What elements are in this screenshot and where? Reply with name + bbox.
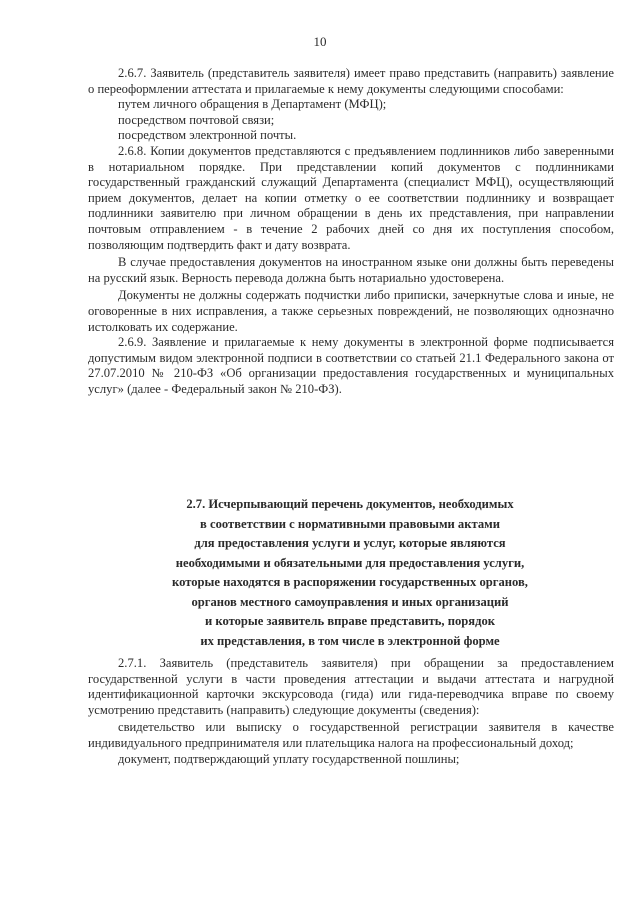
paragraph-foreign-language: В случае предоставления документов на иностранном языке они должны быть переведены на русский язык. Верность перевода должна быть нотариально удостоверена. bbox=[88, 255, 614, 285]
section-2-7-text bbox=[88, 656, 614, 767]
method-item: посредством электронной почты. bbox=[118, 128, 297, 143]
heading-line: и которые заявитель вправе представить, порядок bbox=[204, 614, 496, 628]
section-2-7-heading bbox=[100, 495, 600, 651]
paragraph-document-requirements: Документы не должны содержать подчистки либо приписки, зачеркнутые слова и иные, не оговоренные в них исправления, а также серьезных повреждений, не позволяющих однозначно истолковать их содержание. bbox=[88, 288, 614, 334]
document-item: свидетельство или выписку о государственной регистрации заявителя в качестве индивидуального предпринимателя или плательщика налога на профессиональный доход; bbox=[88, 720, 614, 750]
heading-line: их представления, в том числе в электронной форме bbox=[200, 633, 500, 648]
heading-line: органов местного самоуправления и иных организаций bbox=[191, 594, 509, 609]
paragraph-2-6-7: 2.6.7. Заявитель (представитель заявителя) имеет право представить (направить) заявление о переоформлении аттестата и прилагаемые к нему документы следующими способами: bbox=[88, 66, 614, 96]
method-item: посредством почтовой связи; bbox=[118, 112, 275, 127]
section-2-6-text bbox=[88, 66, 614, 397]
paragraph-2-6-9: 2.6.9. Заявление и прилагаемые к нему документы в электронной форме подписывается допустимым видом электронной подписи в соответствии со статьей 21.1 Федерального закона от 27.07.2010 № 210-ФЗ «Об организации предоставления государственных и муниципальных услуг» (далее - Федеральный закон № 210-ФЗ). bbox=[88, 335, 614, 396]
heading-line: 2.7. Исчерпывающий перечень документов, необходимых bbox=[186, 497, 514, 511]
paragraph-2-7-1: 2.7.1. Заявитель (представитель заявителя) при обращении за предоставлением государственной услуги в части проведения аттестации и выдачи аттестата и нагрудной идентификационной карточки экскурсовода (гида) или гида-переводчика вправе по своему усмотрению представить (направить) следующие документы (сведения): bbox=[88, 656, 614, 717]
heading-line: необходимыми и обязательными для предоставления услуги, bbox=[175, 555, 525, 570]
method-item: путем личного обращения в Департамент (МФЦ); bbox=[118, 97, 387, 112]
heading-line: в соответствии с нормативными правовыми актами bbox=[200, 516, 500, 531]
heading-line: для предоставления услуги и услуг, которые являются bbox=[194, 536, 506, 550]
page-number: 10 bbox=[313, 34, 327, 49]
paragraph-2-6-8: 2.6.8. Копии документов представляются с предъявлением подлинников либо заверенными в нотариальном порядке. При представлении копий документов с подлинниками государственный гражданский служащий Департамента (специалист МФЦ), осуществляющий прием документов, делает на копии отметку о ее соответствии подлиннику и возвращает подлинники заявителю при личном обращении в день их представления, при направлении почтовым отправлением - в течение 2 рабочих дней со дня их поступления способом, позволяющим подтвердить факт и дату возврата. bbox=[88, 143, 614, 252]
heading-line: которые находятся в распоряжении государственных органов, bbox=[172, 575, 528, 589]
document-item: документ, подтверждающий уплату государственной пошлины; bbox=[118, 751, 460, 766]
